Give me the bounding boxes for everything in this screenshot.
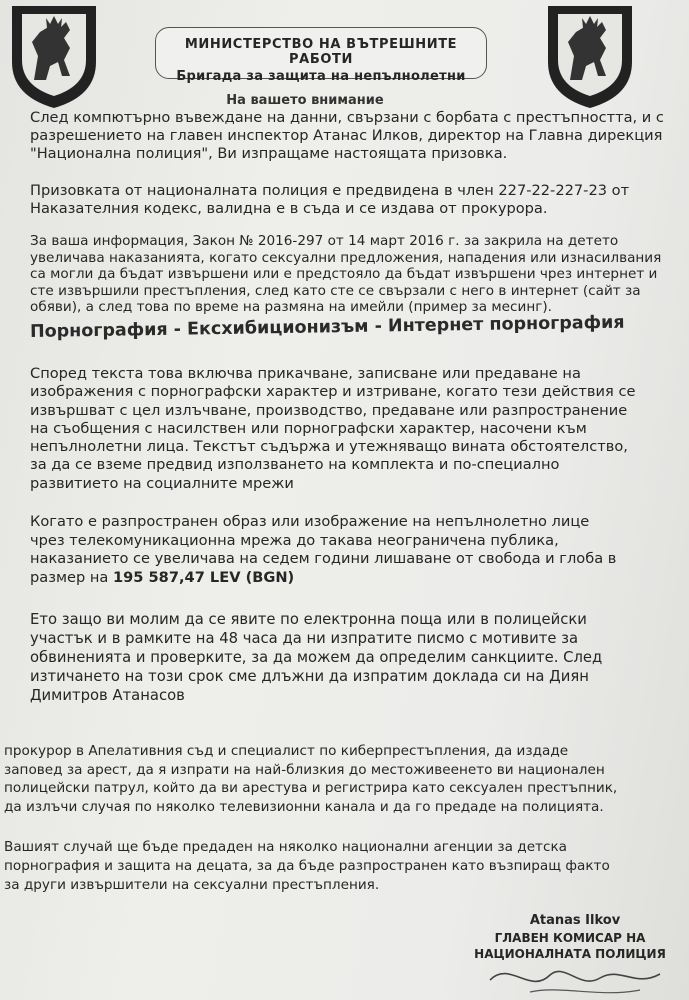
- attention-line: На вашето внимание: [226, 93, 384, 108]
- brigade-subtitle: Бригада за защита на непълнолетни: [176, 69, 466, 84]
- text-line: да излъчи случая по няколко телевизионни канала и да го предаде на полицията.: [4, 798, 604, 815]
- text-line: изтичането на този срок сме длъжни да изпратим доклада си на Диян: [30, 668, 589, 685]
- signatory-title-line2: НАЦИОНАЛНАТА ПОЛИЦИЯ: [474, 947, 666, 961]
- paragraph-law: [30, 233, 661, 316]
- paragraph-agencies: [4, 838, 610, 895]
- text-line: заповед за арест, да я изпрати на най-близкия до местоживеенето ви национален: [4, 761, 605, 778]
- text-line: Според текста това включва прикачване, записване или предаване на: [30, 365, 581, 382]
- text-line: за други извършители на сексуални престъпления.: [4, 877, 380, 893]
- text-line: развитието на социалните мрежи: [30, 474, 294, 492]
- text-line: разрешението на главен инспектор Атанас Илков, директор на Главна дирекция: [30, 127, 663, 144]
- text-line: обвиненията и проверките, за да можем да определим санкциите. След: [30, 649, 603, 666]
- paragraph-request: [30, 610, 602, 705]
- text-line: на съобщения с насилствен или порнографски характер, насочени към: [30, 419, 587, 437]
- paragraph-definition: [30, 365, 635, 493]
- text-line: Призовката от националната полиция е предвидена в член 227-22-227-23 от: [30, 182, 630, 199]
- paragraph-penalty: [30, 513, 616, 587]
- text-line: увеличава наказанията, когато сексуални предложения, нападения или изнасилвания: [30, 249, 662, 266]
- text-line: "Национална полиция", Ви изпращаме настоящата призовка.: [30, 145, 508, 162]
- text-line: За ваша информация, Закон № 2016-297 от 14 март 2016 г. за закрила на детето: [30, 233, 619, 249]
- text-line: Димитров Атанасов: [30, 687, 185, 704]
- text-line: Ето защо ви молим да се явите по електронна поща или в полицейски: [30, 611, 587, 628]
- text-line: порнография и защита на децата, за да бъде разпространен като възпиращ факто: [4, 858, 610, 874]
- ministry-title: МИНИСТЕРСТВО НА ВЪТРЕШНИТЕ РАБОТИ: [184, 37, 458, 67]
- paragraph-intro: [30, 109, 664, 163]
- handwritten-signature-icon: [470, 940, 689, 1000]
- text-line: участък и в рамките на 48 часа да ни изпратите писмо с мотивите за: [30, 630, 579, 647]
- paragraph-prosecutor: [4, 742, 617, 816]
- text-line: сте извършили престъпления, след като сте се свързали с него в интернет (сайт за: [30, 282, 641, 299]
- text-line: извършват с цел излъчване, производство, предаване или разпространение: [30, 401, 628, 419]
- ministry-header-box: [155, 27, 487, 84]
- text-line: прокурор в Апелативния съд и специалист по киберпрестъпления, да издаде: [4, 743, 569, 759]
- text-line: наказанието се увеличава на седем години лишаване от свобода и глоба в: [30, 550, 617, 567]
- text-line: Когато е разпространен образ или изображение на непълнолетно лице: [30, 513, 590, 530]
- text-line: обяви), а след това по време на размяна на имейли (пример за месинг).: [30, 299, 552, 315]
- text-line: изображения с порнографски характер и изтриване, когато тези действия се: [30, 383, 636, 401]
- signatory-title-line1: ГЛАВЕН КОМИСАР НА: [494, 931, 646, 945]
- amount-prefix: размер на: [30, 568, 113, 586]
- text-line: чрез телекомуникационна мрежа до такава неограничена публика,: [30, 531, 559, 549]
- paragraph-summons: [30, 182, 629, 218]
- text-line: Вашият случай ще бъде предаден на няколко национални агенции за детска: [4, 839, 567, 855]
- section-heading: Порнография - Ексхибиционизъм - Интернет порнография: [29, 312, 625, 342]
- text-line: [30, 569, 616, 588]
- text-line: непълнолетни лица. Текстът съдържа и утежняващо вината обстоятелство,: [30, 438, 628, 456]
- text-line: полицейски патрул, който да ви арестува и регистрира като сексуален престъпник,: [4, 780, 618, 796]
- text-line: Наказателния кодекс, валидна е в съда и се издава от прокурора.: [30, 200, 548, 217]
- signatory-name: Atanas Ilkov: [529, 913, 621, 928]
- text-line: за да се вземе предвид използването на комплекта и по-специално: [30, 456, 560, 474]
- fine-amount: 195 587,47 LEV (BGN): [112, 568, 295, 586]
- text-line: са могли да бъдат извършени или е предстояло да бъдат извършени чрез интернет и: [30, 266, 658, 282]
- text-line: След компютърно въвеждане на данни, свързани с борбата с престъпността, и с: [30, 109, 664, 126]
